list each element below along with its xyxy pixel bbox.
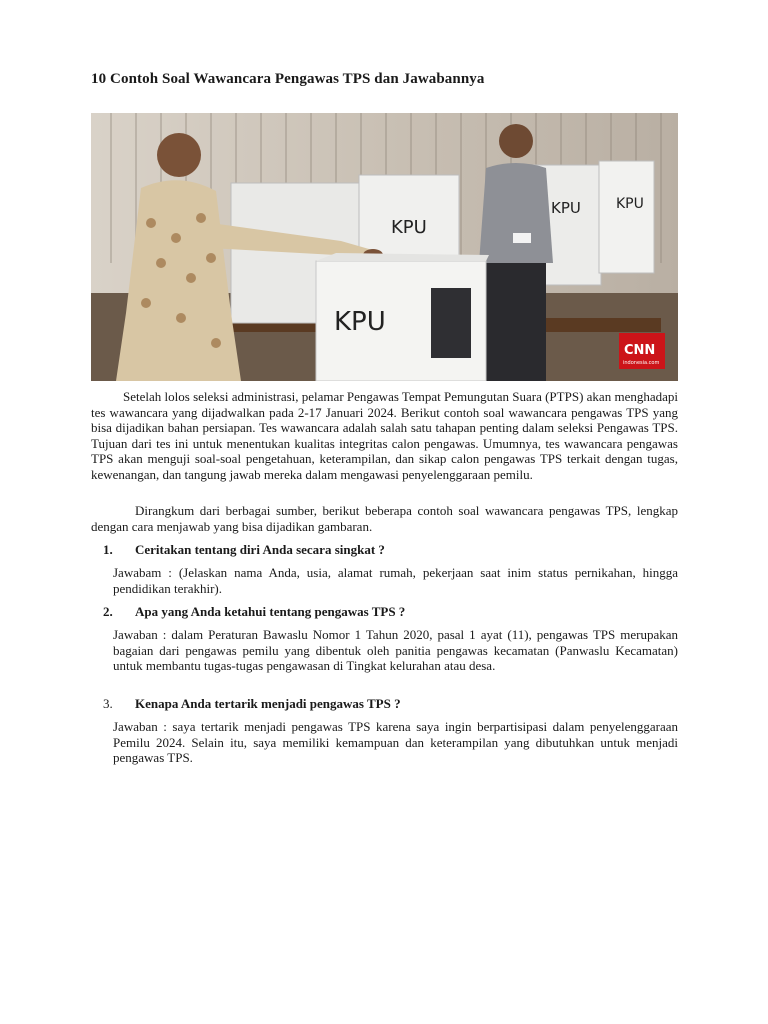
summary-paragraph: Dirangkum dari berbagai sumber, berikut beberapa contoh soal wawancara pengawas TPS, lengkap dengan cara menjawab yang bisa dijadikan gambaran.	[91, 503, 678, 534]
question-text: Kenapa Anda tertarik menjadi pengawas TPS ?	[135, 696, 401, 711]
question-number: 1.	[103, 542, 113, 557]
cnn-logo-sub: indonesia.com	[623, 360, 660, 366]
answer-1: Jawabam : (Jelaskan nama Anda, usia, alamat rumah, pekerjaan saat inim status pernikahan, hingga pendidikan terakhir).	[113, 565, 678, 596]
page-title: 10 Contoh Soal Wawancara Pengawas TPS dan Jawabannya	[91, 71, 485, 87]
cnn-logo: CNN	[624, 343, 656, 358]
box-label: KPU	[334, 307, 386, 337]
question-text: Apa yang Anda ketahui tentang pengawas TPS ?	[135, 604, 406, 619]
news-photo	[91, 113, 678, 381]
answer-3: Jawaban : saya tertarik menjadi pengawas TPS karena saya ingin berpartisipasi dalam penyelenggaraan Pemilu 2024. Selain itu, saya memiliki kemampuan dan keterampilan yang dibutuhkan untuk menjadi pengawas TPS.	[113, 719, 678, 766]
question-number: 2.	[103, 604, 113, 619]
question-number: 3.	[103, 696, 113, 711]
answer-2: Jawaban : dalam Peraturan Bawaslu Nomor 1 Tahun 2020, pasal 1 ayat (11), pengawas TPS merupakan bagaian dari pengawas pemilu yang dibentuk oleh panitia pengawas kecamatan (Panwaslu Kecamatan) untuk membantu tugas-tugas pengawasan di Tingkat kelurahan atau desa.	[113, 627, 678, 674]
svg-text:KPU: KPU	[616, 196, 644, 212]
question-1	[103, 542, 385, 558]
intro-paragraph: Setelah lolos seleksi administrasi, pelamar Pengawas Tempat Pemungutan Suara (PTPS) akan menghadapi tes wawancara yang dijadwalkan pada 2-17 Januari 2024. Berikut contoh soal wawancara pengawas TPS yang bisa dijadikan bahan persiapan. Tes wawancara adalah salah satu tahapan penting dalam seleksi Pengawas TPS. Tujuan dari tes ini untuk menentukan kualitas integritas calon pengawas. Umumnya, tes wawancara pengawas TPS akan menguji soal-soal pengetahuan, keterampilan, dan sikap calon pengawas TPS terkait dengan tugas, kewenangan, dan tangung jawab mereka dalam mengawasi penyelenggaraan pemilu.	[91, 389, 678, 482]
question-2	[103, 604, 405, 620]
svg-text:KPU: KPU	[551, 199, 581, 217]
booth-label: KPU	[391, 217, 427, 238]
question-text: Ceritakan tentang diri Anda secara singkat ?	[135, 542, 385, 557]
question-3	[103, 696, 401, 712]
